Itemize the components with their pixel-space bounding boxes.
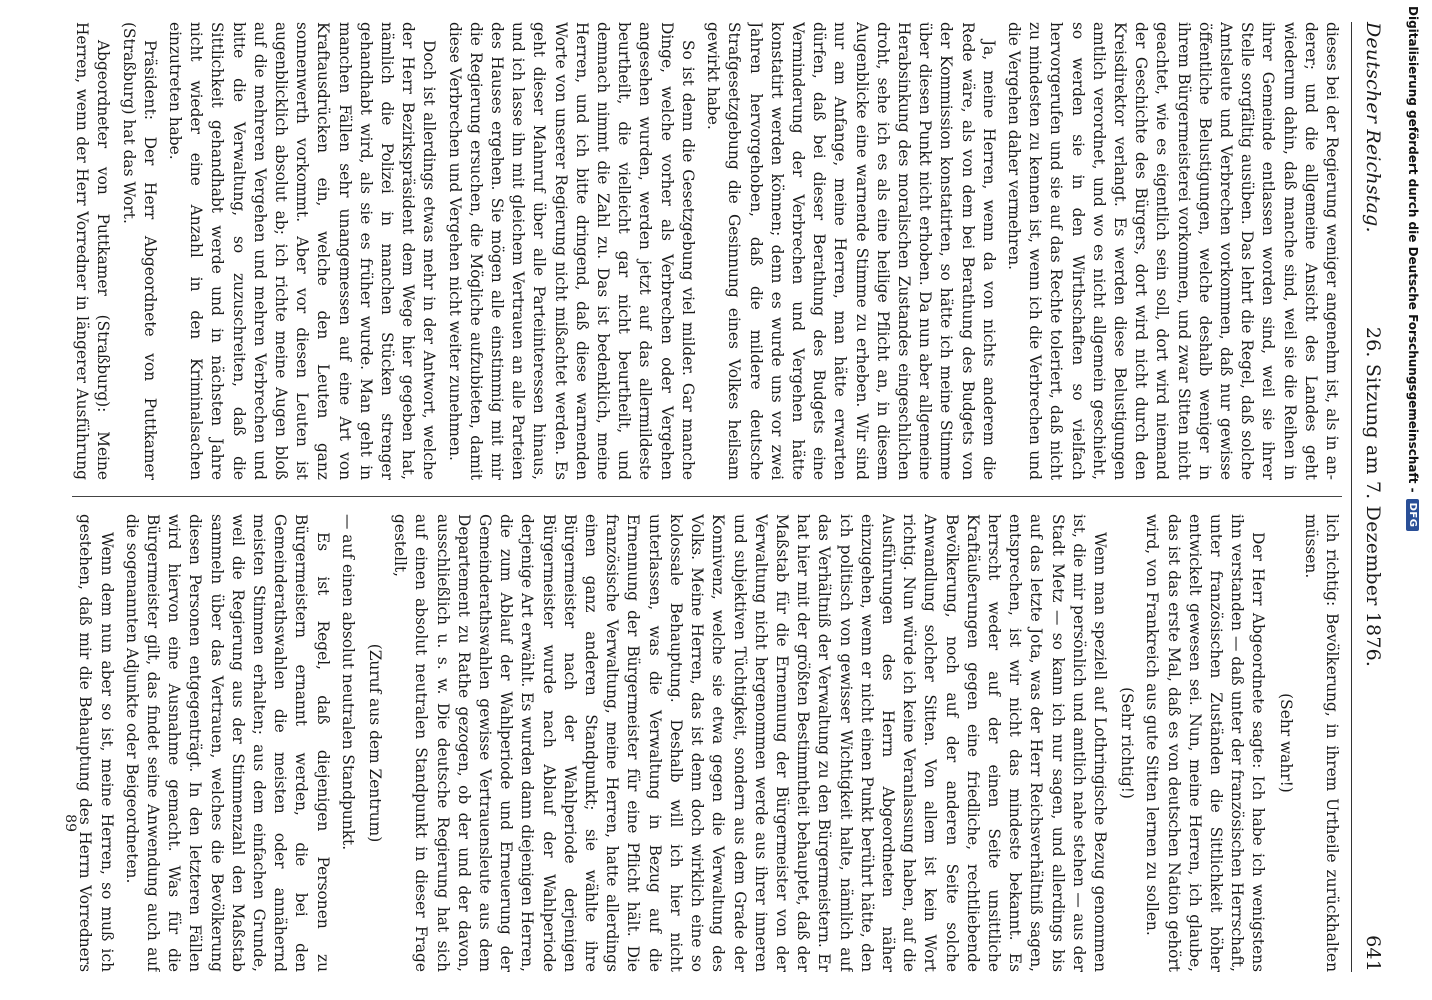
interjection: (Sehr wahr!) [1276,693,1295,793]
paragraph-speech: Abgeordneter von Puttkamer (Straßburg): Meine Herren, wenn der Herr Vorredner in längerer Ausführung [73,22,113,480]
digitization-stamp [1402,6,1424,986]
paragraph: So ist denn die Gesetzgebung viel milder. Gar manche Dinge, welche vorher als Verbrechen oder Vergehen angesehen wurden, werden jetzt auf das allermildeste beurtheilt, die vielleicht gar nicht beurtheilt, und demnach nimmt die Zahl zu. Das ist bedenklich, meine Herren, und ich bitte dringend, daß diese warnenden Worte von unserer Regierung nicht mißachtet werden. Es geht dieser Mahnruf über alle Parteiinteressen hinaus, und ich lasse ihn mit gleichem Vertrauen an alle Parteien des Hauses ergehen. Sie mögen alle einstimmig mit mir die Regierung ersuchen, die Mögliche aufzubieten, damit diese Verbrechen und Vergehen nicht weiter zunehmen. [445,22,697,480]
interjection: (Zuruf aus dem Zentrum) [366,643,385,843]
column-left [72,22,1342,480]
paragraph: Ja, meine Herren, wenn da von nichts anderem die Rede wäre, als von dem bei Berathung des Budgets von der Kommission konstatirten, so hätte ich meine Stimme über diesen Punkt nicht erhoben. Da nun aber allgemeine Herabsinkung des moralischen Zustandes eingeschlichen droht, sehe ich es als eine heilige Pflicht an, in diesem Augenblicke eine warnende Stimme zu erheben. Wir sind nur am Anfange, meine Herren, man hätte erwarten dürfen, daß bei dieser Berathung des Budgets eine Verminderung der Verbrechen und Vergehen hätte konstatirt werden können; denn es wurde uns vor zwei Jahren hervorgehoben, daß die mildere deutsche Strafgesetzgebung die Gesinnung eines Volkes heilsam gewirkt habe. [704,22,998,480]
page-header [1350,22,1390,972]
paragraph: Doch ist allerdings etwas mehr in der Antwort, welche der Herr Bezirkspräsident dem Wege hier gegeben hat, nämlich die Polizei in manchen Stücken strenger gehandhabt wird, als sie es früher wurde. Man geht in manchen Fällen sehr unangemessen auf eine Art von Kraftausdrücken ein, welche den Leuten ganz sonnenwerth vorkommt. Aber vor diesen Leuten ist augenblicklich absolut ab; ich richte meine Augen bloß auf die mehreren Vergehen und mehren Verbrechen und bitte die Verwaltung, so zuzuschreiten, daß die Sittlichkeit gehandhabt werde und in nächsten Jahre nicht wieder eine Anzahl in den Kriminalsachen einzutreten habe. [166,22,439,480]
stamp-text: Digitalisierung gefördert durch die Deutsche Forschungsgemeinschaft - [1406,6,1420,493]
paragraph: Der Herr Abgeordnete sagte: Ich habe ich wenigstens ihn verstanden — daß unter der französischen Herrschaft, unter französischen Zuständen die Sittlichkeit höher entwickelt gewesen sei. Nun, meine Herren, ich glaube, das ist das erste Mal, daß es von deutschen Nation gehört wird, von Frankreich aus gute Sitten lernen zu sollen. [1143,514,1268,972]
paragraph: — auf einen absolut neutralen Standpunkt. [338,514,357,851]
dfg-logo-icon: DFG [1407,499,1420,532]
paragraph-president: Präsident: Der Herr Abgeordnete von Puttkamer (Straßburg) hat das Wort. [119,22,159,480]
header-rule [1351,22,1352,972]
paragraph: lich richtig: Bevölkerung, in ihrem Urtheile zurückhalten müssen. [1301,514,1341,972]
interjection: (Sehr richtig!) [1118,687,1137,799]
paragraph: dieses bei der Regierung weniger angenehm ist, als in an- derer; und die allgemeine Ansicht des Landes geht wiederum dahin, daß manche sind, weil sie die Reihen in ihrer Gemeinde entlassen worden sind, weil sie ihrer Stelle sorgfältig ausüben. Das lehrt die Regel, daß solche Amtsleute und Verbrechen vorkommen, daß nur gewisse öffentliche Belustigungen, welche deshalb weniger in ihrem Bürgermeisterei vorkommen, und zwar Sitten nicht geachtet, wie es eigentlich sein soll, dort wird niemand der Geschichte des Bürgers, dort wird nicht durch den Kreisdirektor verlangt. Es werden diese Belustigungen amtlich verordnet, und wo es nicht allgemein geschieht, so werden sie in den Wirthschaften so vielfach hervorgerufen und sie auf das Rechte toleriert, daß nicht zu mindesten zu kennen ist, wenn ich die Verbrechen und die Vergehen daher vermehren. [1004,22,1341,480]
paragraph: Wenn dem nun aber so ist, meine Herren, so muß ich gestehen, daß mir die Behauptung des Herrn Vorredners [76,514,116,972]
column-divider [72,496,1342,497]
rotated-page-content [50,22,1390,972]
signature-mark: 89 [62,814,78,832]
column-right [72,514,1342,972]
paragraph: Wenn man speziell auf Lothringische Bezug genommen ist, die mir persönlich und amtlich nahe stehen — aus der Stadt Metz — so kann ich nur sagen, und allerdings bis auf das letzte Jota, was der Herr Reichsverhältniß sagen, entsprechen, ist wir nicht das mindeste bekannt. Es herrscht weder auf der einen Seite unsittliche Kraftäußerungen gegen eine friedliche, rechtliebende Bevölkerung, noch auf der anderen Seite solche Anwandlung solcher Sitten. Von allem ist kein Wort richtig. Nun würde ich keine Veranlassung haben, auf die Ausführungen des Herrn Abgeordneten näher einzugehen, wenn er nicht einen Punkt berührt hätte, den ich politisch von gewisser Wichtigkeit halte, nämlich auf das Verhältniß der Verwaltung zu den Bürgermeistern. Er hat hier mit der größten Bestimmtheit behauptet, daß der Maßstab für die Ernennung der Bürgermeister von der Verwaltung nicht hergenommen werde aus ihrer inneren und subjektiven Tüchtigkeit, sondern aus dem Grade der Konnivenz, welche sie etwa gegen die Verwaltung des Volks. Meine Herren, das ist denn doch wirklich eine so kolossale Behauptung. Deshalb will ich hier nicht unterlassen, was die Verwaltung in Bezug auf die Ernennung der Bürgermeister für eine Pflicht hält. Die französische Verwaltung, meine Herren, hatte allerdings einen ganz anderen Standpunkt; sie wählte ihre Bürgermeister nach der Wahlperiode derjenigen Bürgermeister wurde nach Ablauf der Wahlperiode derjenige Art erwählt. Es wurden dann diejenigen Herren, die zum Ablauf der Wahlperiode und Erneuerung der Gemeinderathswahlen gewisse Vertrauensleute aus dem Departement zu Rathe gezogen, ob der und der davon, ausschließlich u. s. w. Die deutsche Regierung hat sich auf einen absolut neutralen Standpunkt in dieser Frage gestellt, [391,514,1109,972]
paragraph: Es ist Regel, daß diejenigen Personen zu Bürgermeistern ernannt werden, die bei den Gemeinderathswahlen die meisten oder annähernd meisten Stimmen erhalten; aus dem einfachen Grunde, weil die Regierung aus der Stimmenzahl den Maßstab sammeln über das Vertrauen, welches die Bevölkerung diesen Personen entgegenträgt. In den letzteren Fällen wird hiervon eine Ausnahme gemacht. Was für die Bürgermeister gilt, das findet seine Anwendung auch auf die sogenannten Adjunkte oder Beigeordneten. [122,514,332,972]
header-page-number: 641 [1362,935,1384,972]
header-session: 26. Sitzung am 7. Dezember 1876. [1362,326,1384,668]
header-publication: Deutscher Reichstag. [1362,22,1384,233]
